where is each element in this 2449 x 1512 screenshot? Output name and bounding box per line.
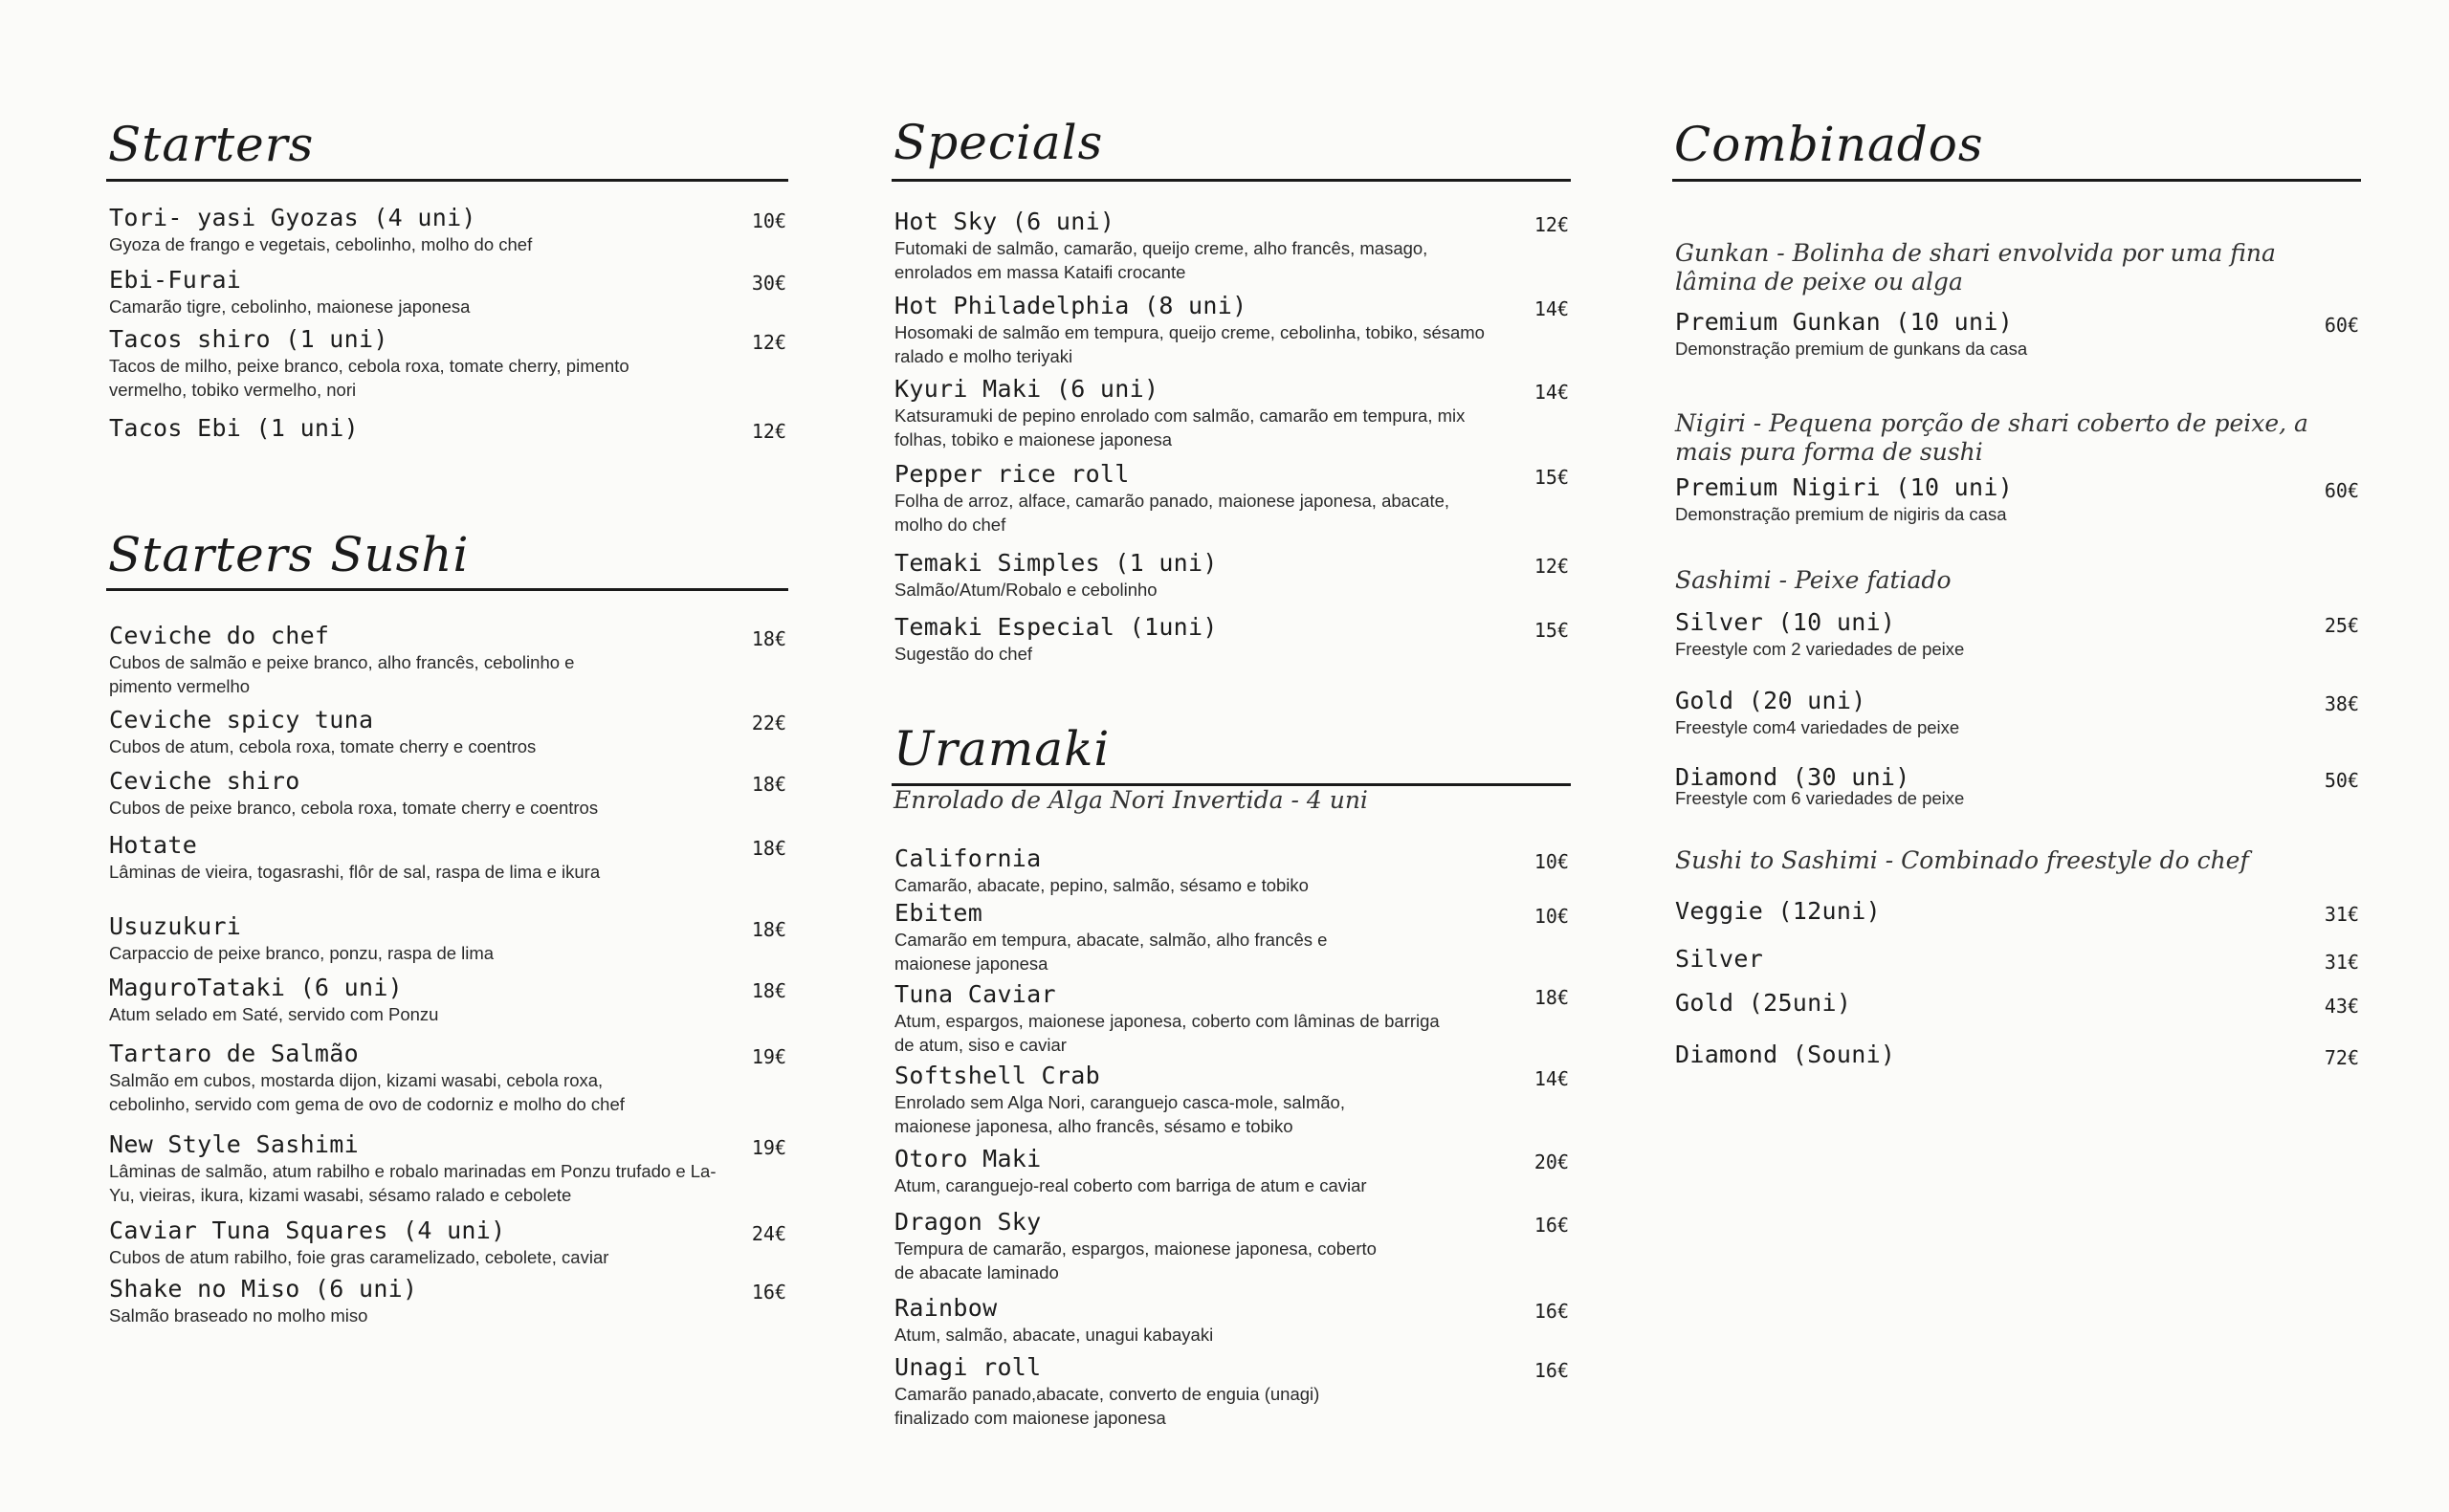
- item-price: 22€: [751, 712, 786, 734]
- item-price: 31€: [2324, 951, 2359, 974]
- item-price: 20€: [1533, 1150, 1569, 1173]
- menu-item: [109, 1216, 788, 1269]
- section-title-uramaki: Uramaki: [894, 721, 1111, 777]
- menu-item: [894, 1353, 1571, 1430]
- item-desc: Hosomaki de salmão em tempura, queijo creme, cebolinha, tobiko, sésamo ralado e molho teriyaki: [894, 322, 1485, 366]
- item-name: Ceviche do chef: [109, 622, 330, 649]
- item-price: 18€: [751, 979, 786, 1002]
- section-title-specials: Specials: [894, 115, 1104, 170]
- menu-item: [1675, 945, 2361, 974]
- item-name: New Style Sashimi: [109, 1130, 359, 1158]
- item-price: 19€: [751, 1045, 786, 1068]
- column-starters: [106, 0, 788, 1512]
- menu-item: [109, 1040, 788, 1116]
- item-desc: Camarão panado,abacate, converto de enguia (unagi) finalizado com maionese japonesa: [894, 1384, 1320, 1428]
- item-desc: Cubos de salmão e peixe branco, alho francês, cebolinho e pimento vermelho: [109, 652, 575, 696]
- item-name: Diamond (30 uni): [1675, 763, 1910, 791]
- item-desc: Cubos de atum, cebola roxa, tomate cherry e coentros: [109, 736, 537, 756]
- menu-item: [109, 1130, 788, 1207]
- category-heading-gunkan: Gunkan - Bolinha de shari envolvida por uma fina lâmina de peixe ou alga: [1675, 239, 2276, 296]
- item-price: 15€: [1533, 619, 1569, 642]
- item-desc: Katsuramuki de pepino enrolado com salmão, camarão em tempura, mix folhas, tobiko e maionese japonesa: [894, 405, 1466, 449]
- item-price: 12€: [1533, 555, 1569, 578]
- item-price: 15€: [1533, 466, 1569, 489]
- item-desc: Cubos de peixe branco, cebola roxa, tomate cherry e coentros: [109, 798, 599, 818]
- item-desc: Demonstração premium de nigiris da casa: [1675, 504, 2007, 524]
- item-name: Ceviche shiro: [109, 767, 300, 795]
- item-desc: Carpaccio de peixe branco, ponzu, raspa de lima: [109, 943, 495, 963]
- category-heading-sashimi: Sashimi - Peixe fatiado: [1675, 566, 1952, 594]
- item-desc: Lâminas de salmão, atum rabilho e robalo marinadas em Ponzu trufado e La-Yu, vieiras, ikura, kizami wasabi, sésamo ralado e cebolete: [109, 1161, 717, 1205]
- item-name: Softshell Crab: [894, 1062, 1100, 1089]
- item-name: Gold (20 uni): [1675, 687, 1866, 714]
- menu-item: [894, 1208, 1571, 1284]
- item-price: 50€: [2324, 769, 2359, 792]
- menu-item: [1675, 473, 2361, 526]
- item-desc: Tempura de camarão, espargos, maionese japonesa, coberto de abacate laminado: [894, 1238, 1377, 1282]
- item-name: Temaki Simples (1 uni): [894, 549, 1218, 577]
- item-price: 12€: [751, 331, 786, 354]
- item-price: 18€: [751, 627, 786, 650]
- item-name: Kyuri Maki (6 uni): [894, 375, 1159, 403]
- menu-item: [109, 1275, 788, 1327]
- item-desc: Atum, salmão, abacate, unagui kabayaki: [894, 1325, 1214, 1345]
- item-price: 16€: [751, 1281, 786, 1304]
- item-name: Hotate: [109, 831, 198, 859]
- item-price: 19€: [751, 1136, 786, 1159]
- item-price: 24€: [751, 1222, 786, 1245]
- item-desc: Camarão tigre, cebolinho, maionese japonesa: [109, 296, 471, 317]
- item-name: Usuzukuri: [109, 912, 242, 940]
- item-desc: Demonstração premium de gunkans da casa: [1675, 339, 2028, 359]
- item-desc: Freestyle com 2 variedades de peixe: [1675, 639, 1965, 659]
- menu-item: [109, 622, 788, 698]
- menu-item: [109, 974, 788, 1026]
- item-name: Hot Philadelphia (8 uni): [894, 292, 1247, 319]
- item-name: Premium Gunkan (10 uni): [1675, 308, 2014, 336]
- item-desc: Tacos de milho, peixe branco, cebola roxa, tomate cherry, pimento vermelho, tobiko vermelho, nori: [109, 356, 629, 400]
- item-price: 10€: [1533, 905, 1569, 928]
- item-price: 25€: [2324, 614, 2359, 637]
- item-price: 10€: [1533, 850, 1569, 873]
- menu-item: [894, 980, 1571, 1057]
- item-name: Veggie (12uni): [1675, 897, 1881, 925]
- section-rule: [892, 179, 1571, 182]
- menu-item: [109, 325, 788, 402]
- item-price: 16€: [1533, 1300, 1569, 1323]
- item-name: Ebi-Furai: [109, 266, 242, 294]
- item-desc: Camarão em tempura, abacate, salmão, alho francês e maionese japonesa: [894, 930, 1328, 974]
- item-name: Pepper rice roll: [894, 460, 1130, 488]
- item-name: Tartaro de Salmão: [109, 1040, 359, 1067]
- menu-item: [894, 1294, 1571, 1347]
- item-price: 12€: [751, 420, 786, 443]
- item-desc: Gyoza de frango e vegetais, cebolinho, molho do chef: [109, 234, 533, 254]
- menu-item: [1675, 989, 2361, 1018]
- item-price: 60€: [2324, 314, 2359, 337]
- category-heading-sushi-to-sashimi: Sushi to Sashimi - Combinado freestyle do chef: [1675, 846, 2249, 874]
- item-name: Tacos Ebi (1 uni): [109, 414, 359, 442]
- menu-item: [109, 706, 788, 758]
- item-name: Caviar Tuna Squares (4 uni): [109, 1216, 506, 1244]
- item-name: Premium Nigiri (10 uni): [1675, 473, 2014, 501]
- menu-item: [894, 844, 1571, 897]
- menu-item: [894, 613, 1571, 666]
- item-name: Tori- yasi Gyozas (4 uni): [109, 204, 476, 231]
- menu-item: [109, 204, 788, 256]
- item-desc: Salmão em cubos, mostarda dijon, kizami wasabi, cebola roxa, cebolinho, servido com gema de ovo de codorniz e molho do chef: [109, 1070, 625, 1114]
- item-name: Dragon Sky: [894, 1208, 1042, 1236]
- menu-item: [894, 208, 1571, 284]
- menu-item: [109, 767, 788, 820]
- item-name: Tacos shiro (1 uni): [109, 325, 388, 353]
- section-rule: [106, 588, 788, 591]
- menu-item: [894, 1145, 1571, 1197]
- menu-item: [109, 831, 788, 884]
- item-desc: Salmão/Atum/Robalo e cebolinho: [894, 580, 1158, 600]
- item-price: 18€: [751, 773, 786, 796]
- menu-item: [109, 414, 788, 443]
- item-name: Gold (25uni): [1675, 989, 1852, 1017]
- column-combinados: [1672, 0, 2361, 1512]
- menu-item: [1675, 687, 2361, 739]
- item-name: Shake no Miso (6 uni): [109, 1275, 418, 1303]
- item-name: Diamond (Souni): [1675, 1041, 1896, 1068]
- item-price: 18€: [751, 918, 786, 941]
- section-title-combinados: Combinados: [1674, 117, 1984, 172]
- item-desc: Atum, espargos, maionese japonesa, coberto com lâminas de barriga de atum, siso e caviar: [894, 1011, 1440, 1055]
- item-name: Otoro Maki: [894, 1145, 1042, 1172]
- item-name: Temaki Especial (1uni): [894, 613, 1218, 641]
- item-price: 16€: [1533, 1214, 1569, 1237]
- item-name: California: [894, 844, 1042, 872]
- item-price: 10€: [751, 209, 786, 232]
- item-price: 16€: [1533, 1359, 1569, 1382]
- item-desc: Lâminas de vieira, togasrashi, flôr de sal, raspa de lima e ikura: [109, 862, 601, 882]
- item-name: Silver (10 uni): [1675, 608, 1896, 636]
- section-title-starters-sushi: Starters Sushi: [108, 527, 470, 582]
- category-heading-nigiri: Nigiri - Pequena porção de shari coberto de peixe, a mais pura forma de sushi: [1675, 409, 2308, 466]
- section-subtitle: Enrolado de Alga Nori Invertida - 4 uni: [894, 786, 1368, 814]
- menu-item: [894, 899, 1571, 975]
- item-desc: Folha de arroz, alface, camarão panado, maionese japonesa, abacate, molho do chef: [894, 491, 1450, 535]
- item-price: 60€: [2324, 479, 2359, 502]
- item-desc: Atum, caranguejo-real coberto com barriga de atum e caviar: [894, 1175, 1367, 1195]
- menu-item: [1675, 897, 2361, 926]
- item-price: 72€: [2324, 1046, 2359, 1069]
- menu-item: [894, 292, 1571, 368]
- item-price: 14€: [1533, 381, 1569, 404]
- item-desc: Freestyle com4 variedades de peixe: [1675, 717, 1960, 737]
- menu-item: [894, 375, 1571, 451]
- item-desc: Sugestão do chef: [894, 644, 1032, 664]
- item-desc: Atum selado em Saté, servido com Ponzu: [109, 1004, 439, 1024]
- item-price: 31€: [2324, 903, 2359, 926]
- item-name: Ceviche spicy tuna: [109, 706, 374, 734]
- item-name: Hot Sky (6 uni): [894, 208, 1115, 235]
- item-price: 38€: [2324, 692, 2359, 715]
- section-rule: [1672, 179, 2361, 182]
- item-desc: Camarão, abacate, pepino, salmão, sésamo e tobiko: [894, 875, 1309, 895]
- menu-item: [1675, 763, 2361, 810]
- item-price: 12€: [1533, 213, 1569, 236]
- menu-item: [109, 266, 788, 318]
- item-price: 14€: [1533, 297, 1569, 320]
- section-rule: [106, 179, 788, 182]
- section-title-starters: Starters: [108, 117, 315, 172]
- menu-item: [1675, 608, 2361, 661]
- item-name: Ebitem: [894, 899, 983, 927]
- item-price: 30€: [751, 272, 786, 295]
- menu-item: [894, 549, 1571, 602]
- item-desc: Freestyle com 6 variedades de peixe: [1675, 788, 1965, 808]
- item-price: 18€: [751, 837, 786, 860]
- item-name: Rainbow: [894, 1294, 998, 1322]
- item-name: Unagi roll: [894, 1353, 1042, 1381]
- column-specials: [892, 0, 1571, 1512]
- item-price: 14€: [1533, 1067, 1569, 1090]
- item-price: 18€: [1533, 986, 1569, 1009]
- menu-item: [894, 1062, 1571, 1138]
- menu-item: [1675, 1041, 2361, 1069]
- item-name: Tuna Caviar: [894, 980, 1056, 1008]
- item-name: MaguroTataki (6 uni): [109, 974, 404, 1001]
- menu-item: [109, 912, 788, 965]
- menu-item: [894, 460, 1571, 537]
- item-price: 43€: [2324, 995, 2359, 1018]
- item-name: Silver: [1675, 945, 1764, 973]
- item-desc: Salmão braseado no molho miso: [109, 1305, 368, 1326]
- item-desc: Cubos de atum rabilho, foie gras caramelizado, cebolete, caviar: [109, 1247, 609, 1267]
- item-desc: Futomaki de salmão, camarão, queijo creme, alho francês, masago, enrolados em massa Kataifi crocante: [894, 238, 1428, 282]
- item-desc: Enrolado sem Alga Nori, caranguejo casca-mole, salmão, maionese japonesa, alho francês, sésamo e tobiko: [894, 1092, 1345, 1136]
- menu-item: [1675, 308, 2361, 361]
